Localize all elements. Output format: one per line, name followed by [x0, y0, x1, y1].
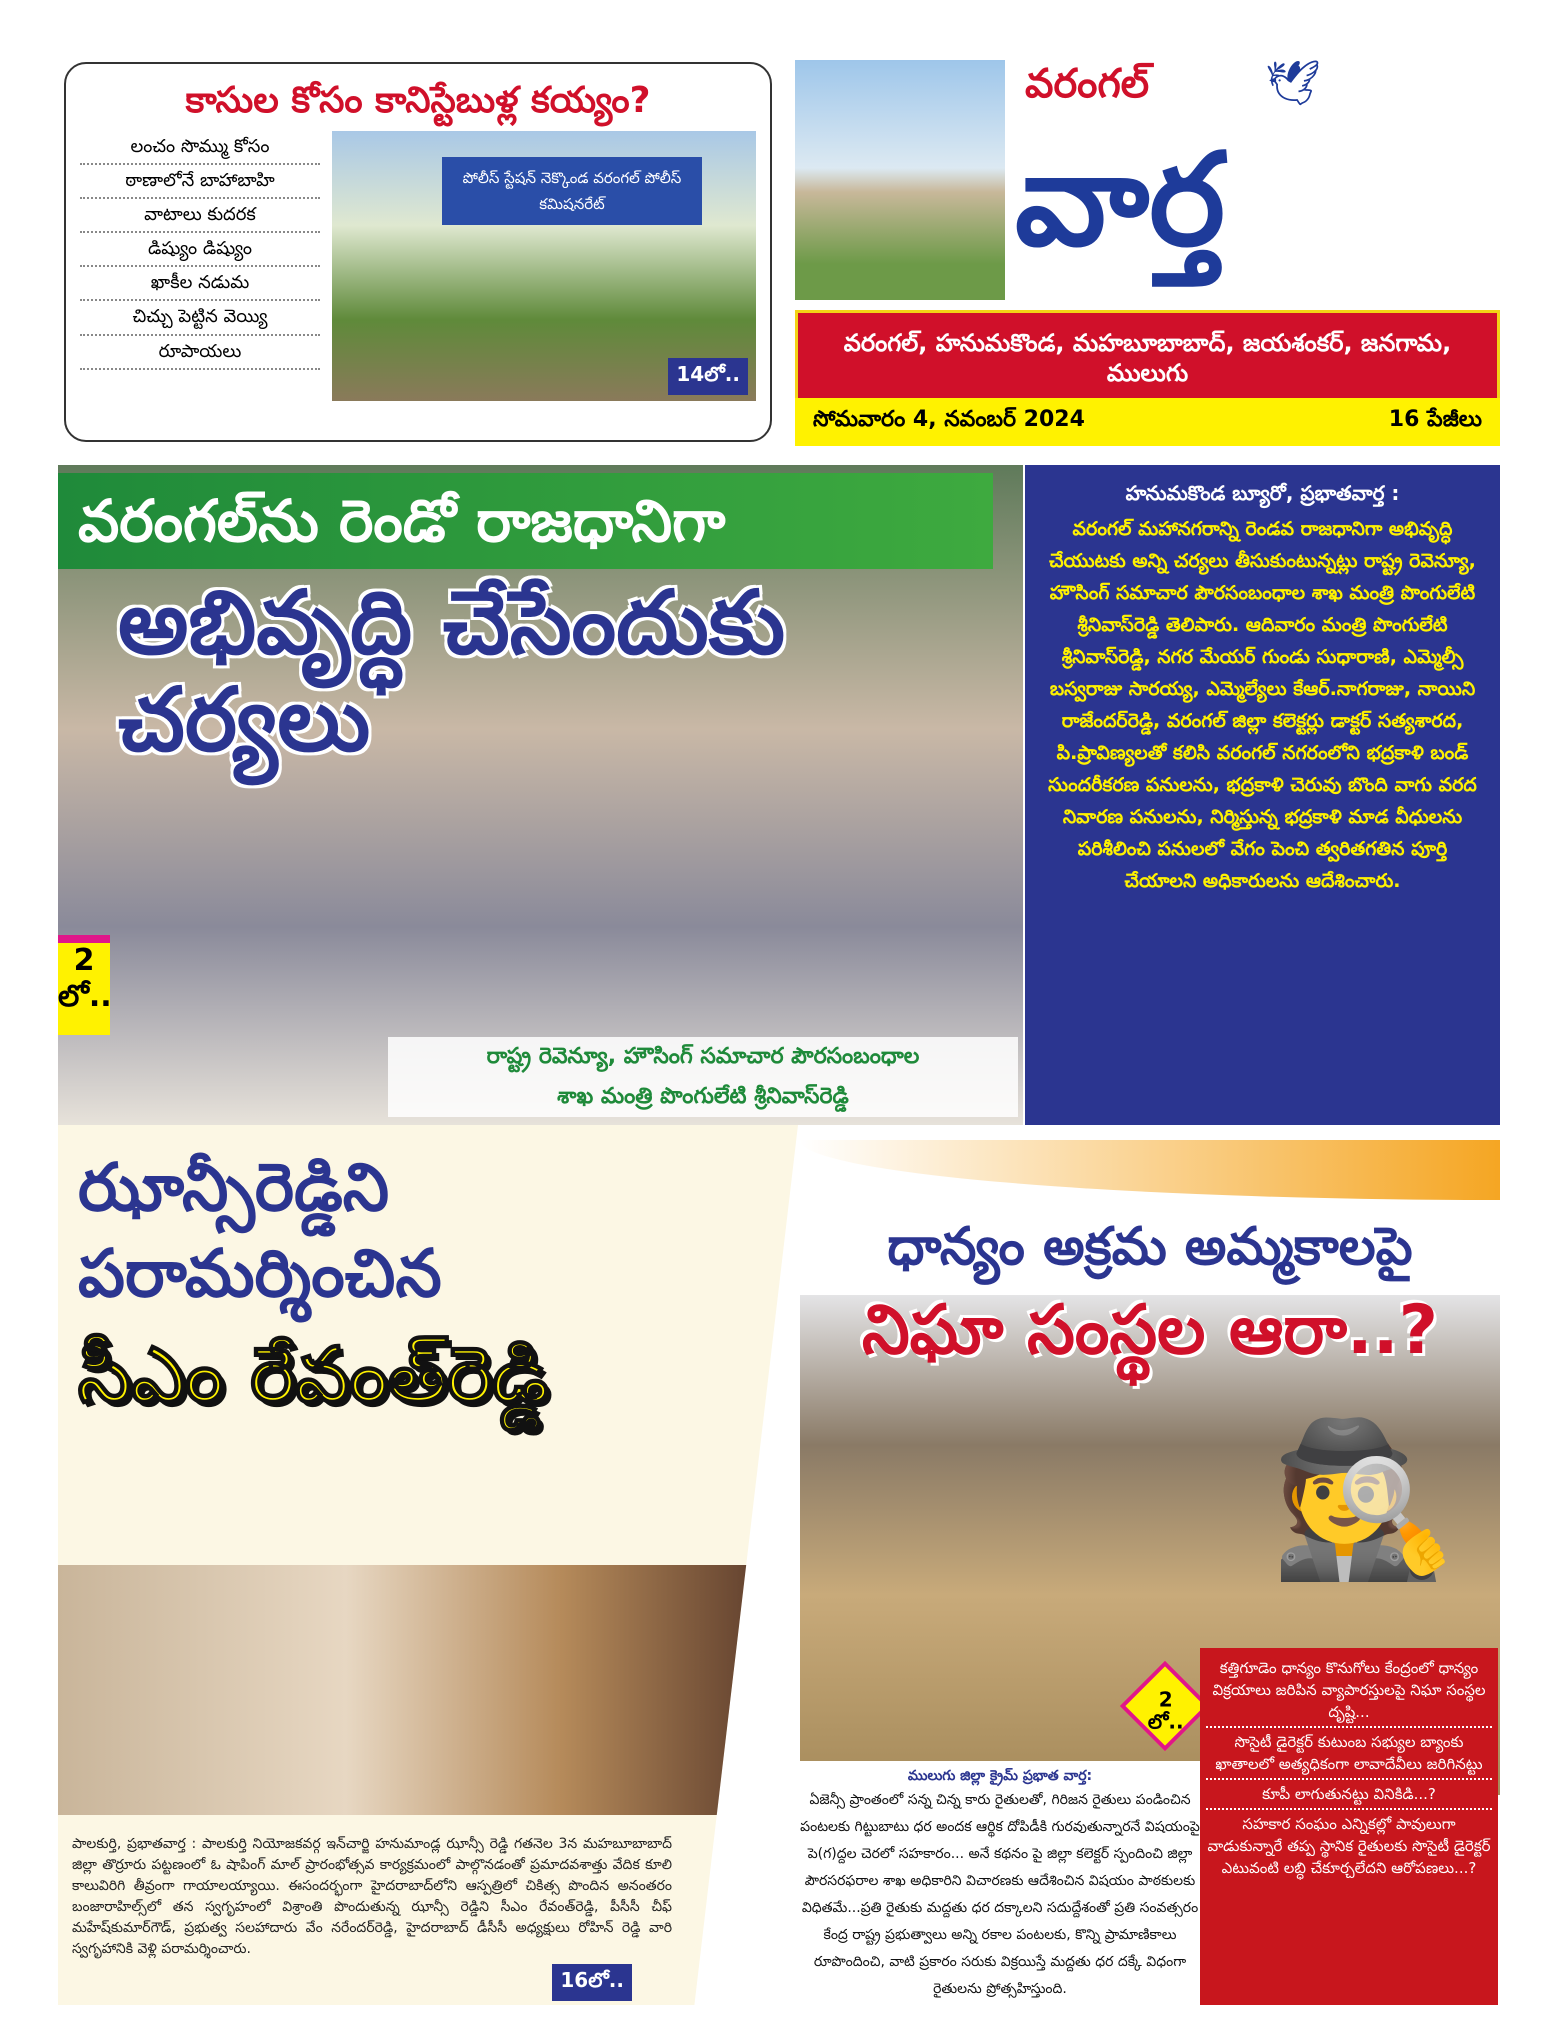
- story-headline-highlight: సీఎం రేవంత్‌రెడ్డి: [78, 1329, 549, 1419]
- brand-logo: వార్త: [1015, 126, 1226, 275]
- police-station-photo: [332, 131, 756, 401]
- story-headline: ధాన్యం అక్రమ అమ్మకాలపై: [887, 1217, 1413, 1277]
- lead-headline: అభివృద్ధి చేసేందుకు చర్యలు: [118, 571, 786, 771]
- story-headlines: [810, 1215, 1490, 1373]
- teaser-point: డిష్యుం డిష్యుం: [80, 233, 320, 267]
- story-body: ఏజెన్సీ ప్రాంతంలో సన్న చిన్న కారు రైతులతో, గిరిజన రైతులు పండించిన పంటలకు గిట్టుబాటు ధర అందక ఆర్థిక దోపిడీకి గురవుతున్నారనే విషయంపై పె(గ)ద్దల చెరలో సహకారం... అనే కథనం పై జిల్లా కలెక్టర్ స్పందించి జిల్లా పౌరసరఫరాల శాఖ అధికారిని విచారణకు ఆదేశించిన విషయం పాఠకులకు విధితమే...ప్రతి రైతుకు మద్దతు ధర దక్కాలని సదుద్దేశంతో ప్రతి సంవత్సరం కేంద్ర రాష్ట్ర ప్రభుత్వాలు అన్ని రకాల పంటలకు, కొన్ని ప్రామాణికాలు రూపొందించి, వాటి ప్రకారం సరుకు విక్రయిస్తే మద్దతు ధర దక్కే విధంగా రైతులను ప్రోత్సహిస్తుంది.: [800, 1792, 1200, 1997]
- districts-band: వరంగల్, హనుమకొండ, మహబూబాబాద్, జయశంకర్, జనగామ, ములుగు: [795, 310, 1500, 406]
- kakatiya-arch-image: [795, 60, 1005, 300]
- caption-line: రాష్ట్ర రెవెన్యూ, హౌసింగ్ సమాచార పౌరసంబంధాల: [486, 1044, 920, 1069]
- story-headlines: [78, 1145, 738, 1422]
- highlight-item: కత్తిగూడెం ధాన్యం కొనుగోలు కేంద్రంలో ధాన్యం విక్రయాలు జరిపిన వ్యాపారస్తులపై నిఘా సంస్థల దృష్టి...: [1206, 1654, 1492, 1728]
- teaser-points: [80, 131, 320, 370]
- teaser-box: [64, 62, 772, 442]
- story-headline: ఝాన్సీరెడ్డిని పరామర్శించిన: [78, 1149, 442, 1312]
- page-ref-badge[interactable]: 16లో..: [552, 1964, 632, 2001]
- lead-body: వరంగల్ మహానగరాన్ని రెండవ రాజధానిగా అభివృద్ధి చేయుటకు అన్ని చర్యలు తీసుకుంటున్నట్లు రాష్ట్ర రెవెన్యూ, హౌసింగ్ సమాచార పౌరసంబంధాల శాఖ మంత్రి పొంగులేటి శ్రీనివాస్‌రెడ్డి తెలిపారు. ఆదివారం మంత్రి పొంగులేటి శ్రీనివాస్‌రెడ్డి, నగర మేయర్ గుండు సుధారాణి, ఎమ్మెల్సీ బస్వరాజు సారయ్య, ఎమ్మెల్యేలు కేఆర్.నాగరాజు, నాయిని రాజేందర్‌రెడ్డి, వరంగల్ జిల్లా కలెక్టర్లు డాక్టర్ సత్యశారద, పి.ప్రావిణ్యలతో కలిసి వరంగల్ నగరంలోని భద్రకాళి బండ్ సుందరీకరణ పనులను, భద్రకాళి చెరువు బొంది వాగు వరద నివారణ పనులను, నిర్మిస్తున్న భద్రకాళి మాడ వీధులను పరిశీలించి పనులలో వేగం పెంచి త్వరితగతిన పూర్తి చేయాలని అధికారులను ఆదేశించారు.: [1048, 518, 1477, 892]
- caption-line: శాఖ మంత్రి పొంగులేటి శ్రీనివాస్‌రెడ్డి: [557, 1084, 849, 1109]
- date-bar: [795, 398, 1500, 446]
- dateline: ములుగు జిల్లా క్రైమ్ ప్రభాత వార్త:: [907, 1768, 1093, 1784]
- page-ref-row: [72, 1964, 672, 2001]
- teaser-point: వాటాలు కుదరక: [80, 199, 320, 233]
- continued-badge[interactable]: 2 లో..: [58, 935, 110, 1035]
- teaser-point: ఖాకీల నడుమ: [80, 267, 320, 301]
- masthead: [795, 60, 1500, 450]
- teaser-point: చిచ్చు పెట్టిన వెయ్యి: [80, 301, 320, 335]
- photo-caption: [388, 1037, 1018, 1117]
- story-text-block: [800, 1687, 1200, 2003]
- dove-logo-icon: 🕊: [1265, 58, 1321, 109]
- teaser-headline: కాసుల కోసం కానిస్టేబుళ్ల కయ్యం?: [185, 80, 651, 121]
- page-ref-badge[interactable]: 14లో..: [668, 358, 748, 395]
- brand-region: వరంగల్: [1025, 61, 1150, 107]
- teaser-content: [80, 131, 756, 401]
- story-body: పాలకుర్తి, ప్రభాతవార్త : పాలకుర్తి నియోజకవర్గ ఇన్‌చార్జి హనుమాండ్ల ఝాన్సీ రెడ్డి గతనెల 3న మహబూబాబాద్ జిల్లా తొర్రూరు పట్టణంలో ఓ షాపింగ్ మాల్ ప్రారంభోత్సవ కార్యక్రమంలో పాల్గొనడంతో ప్రమాదవశాత్తు వేదిక కూలి కాలువిరిగి తీవ్రంగా గాయాలయ్యాయి. ఈసందర్భంగా హైదరాబాద్‌లోని ఆస్పత్రిలో చికిత్స పొందిన అనంతరం బంజారాహిల్స్‌లో తన స్వగృహంలో విశ్రాంతి పొందుతున్న ఝాన్సీ రెడ్డిని సీఎం రేవంత్‌రెడ్డి, పీసీసీ చీఫ్ మహేష్‌కుమార్‌గౌడ్, ప్రభుత్వ సలహాదారు వేం నరేందర్‌రెడ్డి, హైదరాబాద్ డీసీసీ అధ్యక్షులు రోహిన్ రెడ్డి వారి స్వగృహానికి వెళ్లి పరామర్శించారు.: [72, 1836, 672, 1957]
- cm-visit-story: [58, 1125, 758, 2005]
- lead-story-text: [1025, 465, 1500, 1125]
- lead-story: [58, 465, 1023, 1125]
- station-sign: పోలీస్ స్టేషన్ నెక్కొండ వరంగల్ పోలీస్ కమిషనరేట్: [442, 157, 702, 225]
- page-count: 16 పేజీలు: [1388, 407, 1482, 432]
- issue-date: సోమవారం 4, నవంబర్ 2024: [813, 407, 1085, 432]
- highlight-item: సొసైటీ డైరెక్టర్ కుటుంబ సభ్యుల బ్యాంకు ఖాతాలలో అత్యధికంగా లావాదేవీలు జరిగినట్టు: [1206, 1728, 1492, 1780]
- highlight-item: సహకార సంఘం ఎన్నికల్లో పావులుగా వాడుకున్నారే తప్ప స్థానిక రైతులకు సొసైటీ డైరెక్టర్ ఎటువంటి లబ్ధి చేకూర్చలేదని ఆరోపణలు...?: [1207, 1815, 1491, 1877]
- lead-kicker: వరంగల్‌ను రెండో రాజధానిగా: [58, 473, 993, 569]
- continued-badge[interactable]: [1120, 1661, 1211, 1752]
- detective-magnifier-icon: 🕵: [1270, 1413, 1457, 1587]
- dateline: హనుమకొండ బ్యూరో, ప్రభాతవార్త :: [1125, 481, 1400, 505]
- story-headline-highlight: నిఘా సంస్థల ఆరా..?: [861, 1291, 1439, 1370]
- teaser-point: రూపాయలు: [80, 336, 320, 370]
- continued-badge-wrap: [1130, 1671, 1200, 1741]
- highlights-box: [1200, 1648, 1498, 2005]
- story-text-block: [72, 1828, 672, 2001]
- teaser-point: లంచం సొమ్ము కోసం: [80, 131, 320, 165]
- highlight-item: కూపీ లాగుతునట్టు వినికిడి...?: [1206, 1780, 1492, 1810]
- continued-label: 2 లో..: [1147, 1687, 1184, 1734]
- teaser-point: ఠాణాలోనే బాహాబాహి: [80, 165, 320, 199]
